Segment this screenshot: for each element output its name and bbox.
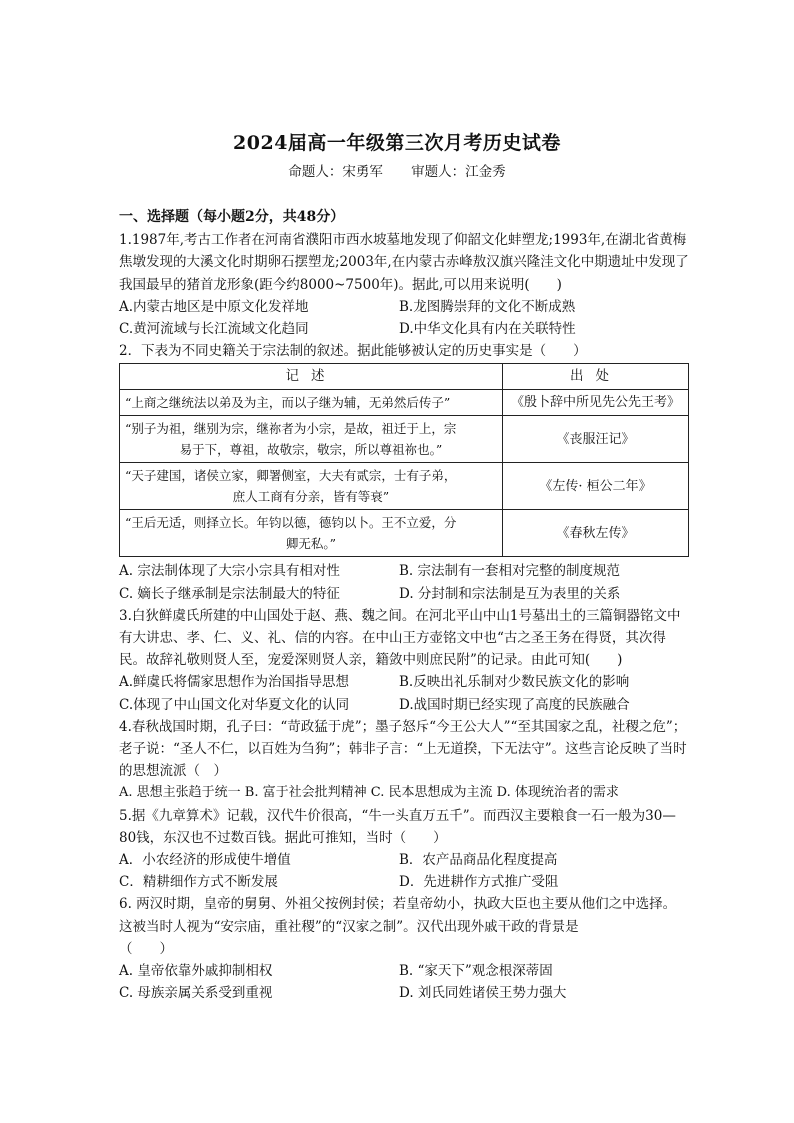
record-line: “王后无适，则择立长。年钧以德，德钧以卜。王不立爱，分 — [125, 515, 457, 531]
table-row — [120, 463, 689, 510]
q6-option-c[interactable]: C. 母族亲属关系受到重视 — [119, 985, 273, 1002]
q3-option-b[interactable]: B.反映出礼乐制对少数民族文化的影响 — [399, 674, 630, 691]
source-cell: 《丧服汪记》 — [503, 416, 689, 463]
record-line: 易于下，尊祖，故敬宗，敬宗，所以尊祖祢也。” — [179, 442, 443, 458]
table-row — [120, 510, 689, 557]
record-cell — [120, 390, 503, 416]
q5-option-a[interactable]: A．小农经济的形成使牛增值 — [119, 852, 291, 869]
q6-paren: （ ） — [119, 940, 173, 957]
q1-option-b[interactable]: B.龙图腾崇拜的文化不断成熟 — [399, 298, 576, 315]
q3-options — [119, 671, 689, 715]
q2-stem: 2．下表为不同史籍关于宗法制的叙述。据此能够被认定的历史事实是（ ） — [119, 343, 587, 360]
q5-option-d[interactable]: D．先进耕作方式推广受阻 — [399, 874, 559, 891]
q2-option-a[interactable]: A. 宗法制体现了大宗小宗具有相对性 — [119, 563, 340, 580]
q5-options — [119, 849, 689, 893]
q1-option-c[interactable]: C.黄河流域与长江流域文化趋同 — [119, 321, 309, 338]
q1-option-d[interactable]: D.中华文化具有内在关联特性 — [399, 321, 576, 338]
record-cell — [120, 463, 503, 510]
q5-stem: 5.据《九章算术》记载，汉代牛价很高，“牛一头直万五千”。而西汉主要粮食一石一般为30—80钱，东汉也不过数百钱。据此可推知，当时（ ） — [119, 807, 676, 846]
exam-title: 2024届高一年级第三次月考历史试卷 — [233, 132, 561, 154]
record-line: 庶人工商有分亲，皆有等衰” — [232, 489, 390, 505]
record-line: “别子为祖，继别为宗，继祢者为小宗，是故，祖迁于上，宗 — [125, 421, 457, 437]
record-line: “上商之继统法以弟及为主，而以子继为辅，无弟然后传子” — [125, 395, 451, 411]
q2-table — [119, 363, 689, 557]
q3-option-a[interactable]: A.鲜虞氏将儒家思想作为治国指导思想 — [119, 674, 350, 691]
table-row — [120, 390, 689, 416]
q2-option-b[interactable]: B. 宗法制有一套相对完整的制度规范 — [399, 563, 621, 580]
q3-option-c[interactable]: C.体现了中山国文化对华夏文化的认同 — [119, 696, 350, 713]
q6-stem: 6. 两汉时期，皇帝的舅舅、外祖父按例封侯；若皇帝幼小，执政大臣也主要从他们之中选择。这被当时人视为“安宗庙，重社稷”的“汉家之制”。汉代出现外戚干政的背景是 — [119, 896, 677, 935]
record-cell — [120, 416, 503, 463]
header-record: 记述 — [120, 364, 503, 390]
source-cell: 《春秋左传》 — [503, 510, 689, 557]
q4-stem: 4.春秋战国时期，孔子曰：“苛政猛于虎”；墨子怒斥“今王公大人”“至其国家之乱，社稷之危”；老子说：“圣人不仁，以百姓为刍狗”；韩非子言：“上无道揆，下无法守”。这些言论反映了当时的思想流派（ ） — [119, 718, 687, 780]
q6-option-a[interactable]: A. 皇帝依靠外戚抑制相权 — [119, 963, 273, 980]
q6-options — [119, 960, 689, 1004]
q5-option-c[interactable]: C．精耕细作方式不断发展 — [119, 874, 278, 891]
q4-options[interactable]: A. 思想主张趋于统一 B. 富于社会批判精神 C. 民本思想成为主流 D. 体现统治者的需求 — [119, 785, 619, 801]
q2-option-c[interactable]: C. 嫡长子继承制是宗法制最大的特征 — [119, 585, 340, 602]
record-line: “天子建国，诸侯立家，卿署侧室，大夫有贰宗，士有子弟， — [125, 468, 457, 484]
source-cell: 《殷卜辞中所见先公先王考》 — [503, 390, 689, 416]
record-cell — [120, 510, 503, 557]
source-cell: 《左传· 桓公二年》 — [503, 463, 689, 510]
q5-option-b[interactable]: B．农产品商品化程度提高 — [399, 852, 558, 869]
q3-stem: 3.白狄鲜虞氏所建的中山国处于赵、燕、魏之间。在河北平山中山1号墓出土的三篇铜器铭文中有大讲忠、孝、仁、义、礼、信的内容。在中山王方壶铭文中也“古之圣王务在得贤，其次得民。故辞礼敬则贤人至，宠爱深则贤人亲，籍敛中则庶民附”的记录。由此可知( ) — [119, 607, 681, 669]
table-header-row — [120, 364, 689, 390]
q2-option-d[interactable]: D. 分封制和宗法制是互为表里的关系 — [399, 585, 621, 602]
q6-option-b[interactable]: B. “家天下”观念根深蒂固 — [399, 963, 553, 980]
table-row — [120, 416, 689, 463]
q1-stem: 1.1987年,考古工作者在河南省濮阳市西水坡墓地发现了仰韶文化蚌塑龙;1993年,在湖北省黄梅焦墩发现的大溪文化时期卵石摆塑龙;2003年,在内蒙古赤峰敖汉旗兴隆洼文化中期遗址中发现了我国最早的猪首龙形象(距今约8000~7500年)。据此,可以用来说明( ) — [119, 232, 689, 293]
question-content — [119, 206, 689, 1004]
q2-options — [119, 560, 689, 604]
author-line — [0, 160, 794, 180]
q1-options — [119, 296, 689, 340]
record-line: 卿无私。” — [285, 536, 337, 552]
q3-option-d[interactable]: D.战国时期已经实现了高度的民族融合 — [399, 696, 630, 713]
section-heading: 一、选择题（每小题2分，共48分） — [119, 209, 345, 225]
q1-option-a[interactable]: A.内蒙古地区是中原文化发祥地 — [119, 298, 309, 315]
q6-option-d[interactable]: D. 刘氏同姓诸侯王势力强大 — [399, 985, 567, 1002]
reviewer: 审题人：江金秀 — [411, 164, 506, 180]
header-source: 出处 — [503, 364, 689, 390]
setter: 命题人：宋勇军 — [288, 164, 383, 180]
